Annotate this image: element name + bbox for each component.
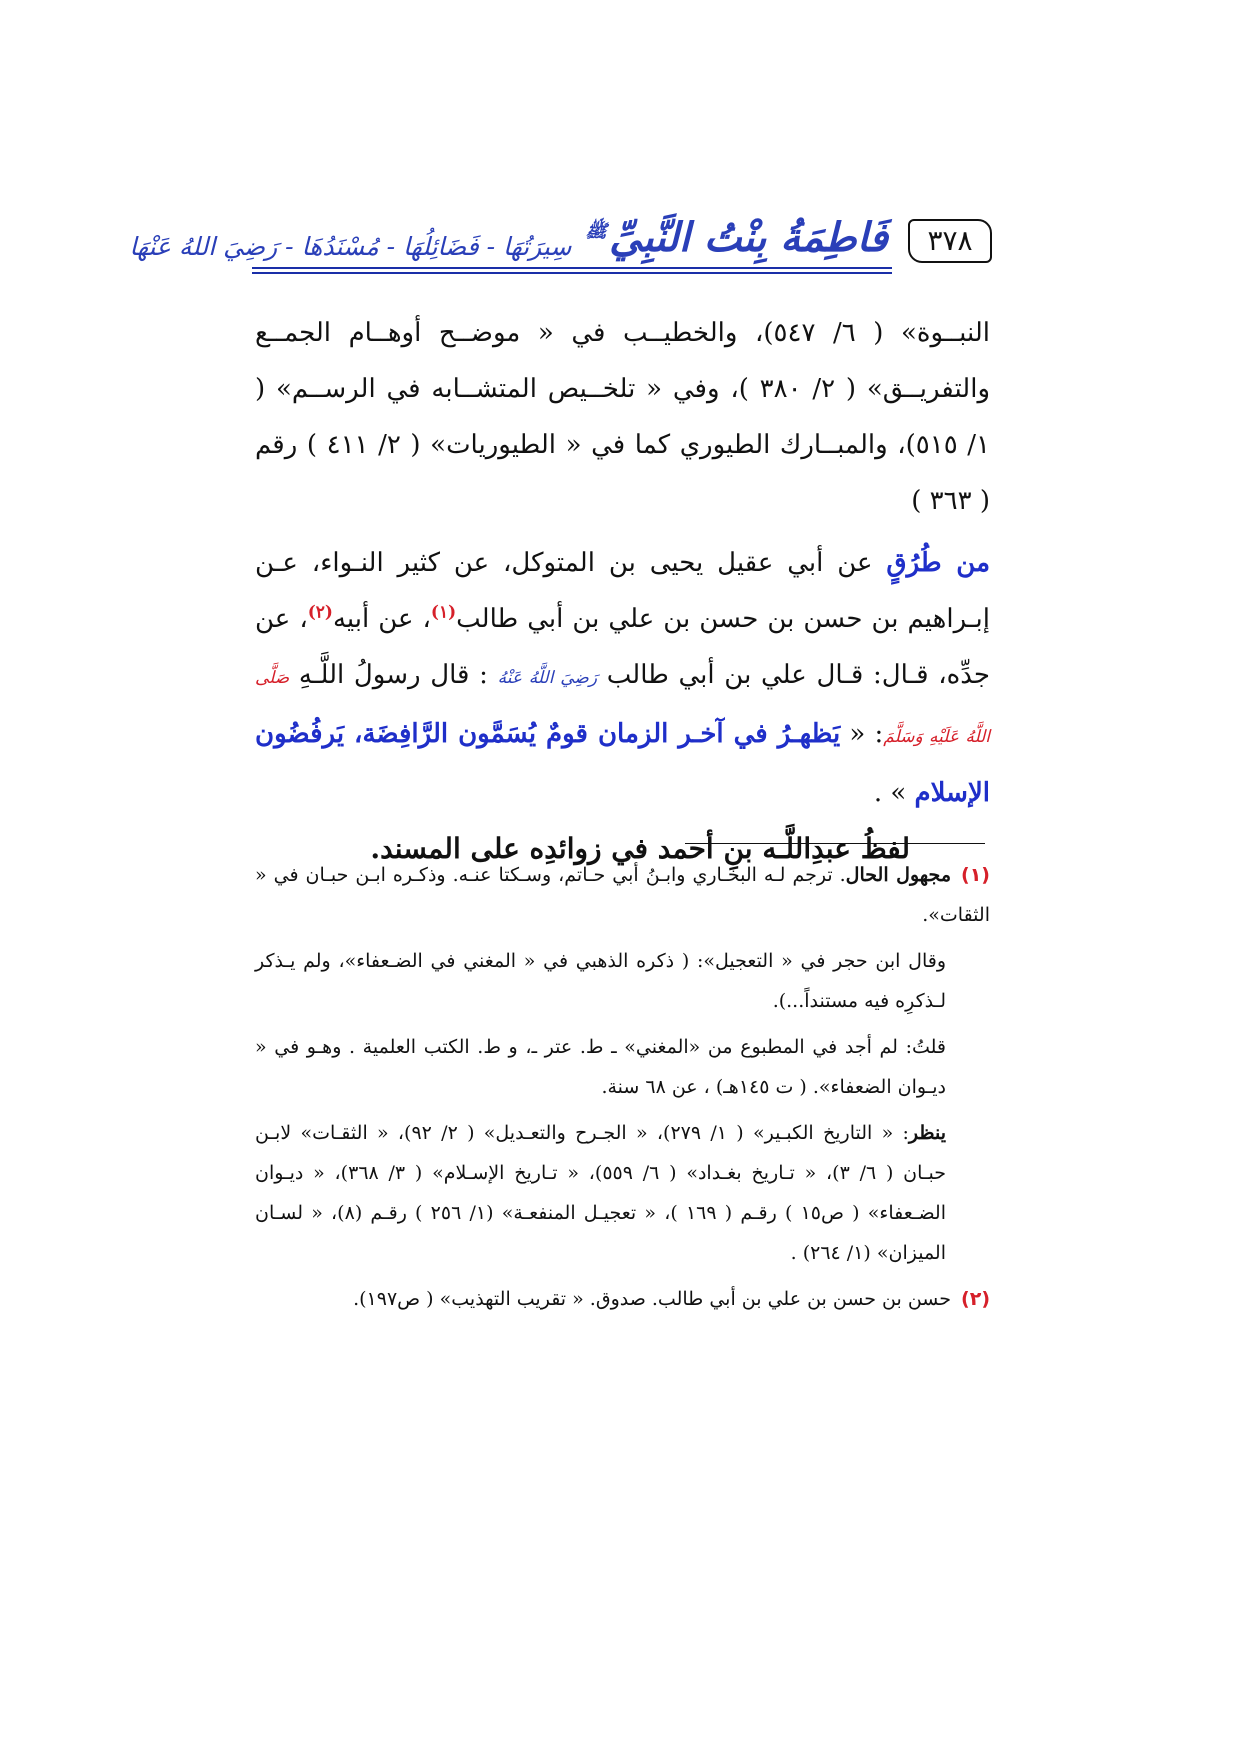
footnote-ref-2[interactable]: (٢) [307, 602, 333, 623]
header-rule-secondary [252, 272, 892, 274]
isnad-part-c: ، عن جدِّه، قـال: قـال علي بن أبي طالب [255, 604, 991, 690]
book-subtitle: سِيرَتُهَا - فَضَائِلُهَا - مُسْنَدُهَا - رَضِيَ اللهُ عَنْهَا [129, 232, 572, 261]
footnote-1-label: مجهول الحال [845, 864, 951, 886]
see-also-label: ينظر [908, 1122, 946, 1144]
footnote-1-paragraph-4 [255, 1113, 990, 1273]
footnote-1 [255, 855, 990, 935]
isnad-part-f: » . [873, 778, 915, 808]
footnote-number-1: (١) [961, 864, 990, 886]
footnote-separator [685, 843, 985, 844]
running-title [129, 205, 888, 261]
footnote-2-text: حسن بن حسن بن علي بن أبي طالب. صدوق. « تقريب التهذيب» ( ص١٩٧). [353, 1288, 952, 1310]
footnotes [255, 855, 990, 1325]
honorific-glyph: ﷺ [585, 220, 608, 242]
isnad-part-b: ، عن أبيه [332, 604, 431, 634]
footnote-2 [255, 1279, 990, 1319]
isnad-part-e: : « [840, 719, 884, 749]
isnad-part-d: : قال رسولُ اللَّـهِ [289, 660, 498, 690]
header-rule [252, 267, 892, 269]
paragraph-isnad [255, 535, 990, 821]
paragraph-lead: من طُرُقٍ [886, 548, 990, 578]
paragraph-sources: النبــوة» ( ٦/ ٥٤٧)، والخطيــب في « موضــح أوهــام الجمــع والتفريــق» ( ٢/ ٣٨٠ )، وفي « تلخــيص المتشــابه في الرســم» ( ١/ ٥١٥)، والمبــارك الطيوري كما في « الطيوريات» ( ٢/ ٤١١ ) رقم ( ٣٦٣ ) [255, 318, 991, 516]
footnote-ref-1[interactable]: (١) [430, 602, 457, 623]
book-title-text: فَاطِمَةُ بِنْتُ النَّبِيِّ [609, 214, 888, 261]
footnote-1-paragraph-2: وقال ابن حجر في « التعجيل»: ( ذكره الذهبي في « المغني في الضـعفاء»، ولم يـذكر لـذكرِه فيه مستنداً...). [255, 950, 946, 1012]
footnote-1-paragraph-3: قلتُ: لم أجد في المطبوع من «المغني» ـ ط. عتر ـ، و ط. الكتب العلمية . وهـو في « ديـوان الضعفاء». ( ت ١٤٥هـ) ، عن ٦٨ سنة. [255, 1036, 946, 1098]
book-title [585, 214, 888, 261]
footnote-number-2: (٢) [961, 1288, 990, 1310]
see-also-text: : « التاريخ الكبـير» ( ١/ ٢٧٩)، « الجـرح والتعـديل» ( ٢/ ٩٢)، « الثقـات» لابـن حبـان ( ٦/ ٣)، « تـاريخ بغـداد» ( ٦/ ٥٥٩)، « تـاريخ الإسـلام» ( ٣/ ٣٦٨)، « ديـوان الضـعفاء» ( ص١٥ ) رقـم ( ١٦٩ )، « تعجيـل المنفعـة» (١/ ٢٥٦ ) رقـم (٨)، « لسـان الميزان» (١/ ٢٦٤) . [255, 1122, 946, 1264]
page-header [129, 205, 992, 275]
hadith-text: يَظهـرُ في آخـر الزمان قومٌ يُسَمَّون الرَّافِضَة، يَرفُضُون الإسلام [255, 719, 990, 808]
honorific-ali: رَضِيَ اللَّهُ عَنْهُ [497, 668, 598, 688]
honorific-prophet: صَلَّى اللَّهُ عَلَيْهِ وَسَلَّمَ [255, 668, 991, 747]
page-number: ٣٧٨ [908, 219, 992, 263]
isnad-part-a: عن أبي عقيل يحيى بن المتوكل، عن كثير النـواء، عـن إبـراهيم بن حسن بن حسن بن علي بن أبي طالب [255, 548, 990, 634]
footnote-1-text: . ترجم لـه البخـاري وابـنُ أبي حـاتم، وسـكتا عنـه. وذكـره ابـن حبـان في « الثقات». [255, 864, 990, 926]
main-text [255, 305, 990, 877]
conclusion-line: لفظُ عبدِاللَّـه بنِ أحمد في زوائدِه على المسند. [370, 832, 910, 865]
